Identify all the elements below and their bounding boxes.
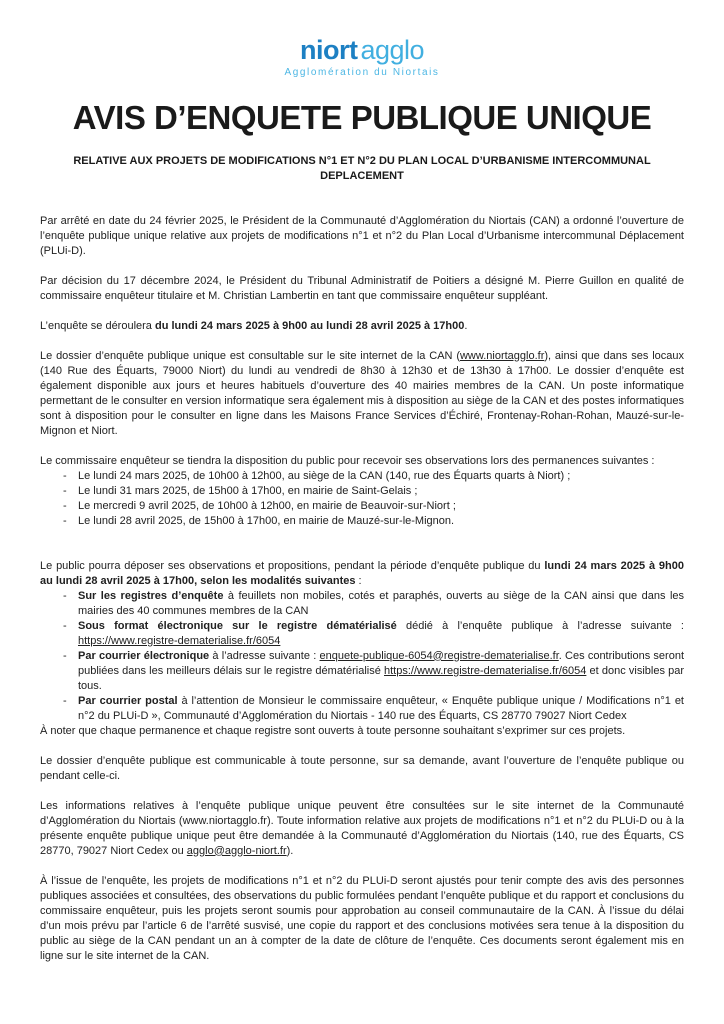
text-run: Les informations relatives à l’enquête publique unique peuvent être consultées sur le site internet de la Communauté d’Agglomération du Niortais (www.niortagglo.fr). Toute information relative aux projets de modifications n°1 et n°2 du PLUi-D ou à la présente enquête publique unique peut être demandée à la Communauté d’Agglomération du Niortais (140, rue des Équarts, CS 28770, 79027 Niort Cedex ou [40,799,684,857]
link[interactable]: enquete-publique-6054@registre-dematerialise.fr [319,649,559,662]
text-run: et donc visibles par tous. [78,664,684,692]
subtitle-line2: DEPLACEMENT [320,169,404,182]
niortagglo-logo [40,36,684,78]
text-run: Le dossier d’enquête publique est communicable à toute personne, sur sa demande, avant l’ouverture de l’enquête publique ou pendant celle-ci. [40,754,684,782]
permanences-list [40,469,684,529]
header [40,36,684,184]
text-run: Par décision du 17 décembre 2024, le Président du Tribunal Administratif de Poitiers a désigné M. Pierre Guillon en qualité de commissaire enquêteur titulaire et M. Christian Lambertin en tant que commissaire enquêteur suppléant. [40,274,684,302]
text-run: à feuillets non mobiles, cotés et paraphés, ouverts au siège de la CAN ainsi que dans les mairies des 40 communes membres de la CAN [78,589,685,617]
dossier-communicable-paragraph [40,754,684,784]
enquete-dates-paragraph [40,319,684,334]
document-subtitle [40,154,684,184]
text-run: Par arrêté en date du 24 février 2025, le Président de la Communauté d’Agglomération du Niortais (CAN) a ordonné l’ouverture de l’enquête publique unique relative aux projets de modifications n°1 et n°2 du Plan Local d’Urbanisme intercommunal Déplacement (PLUi-D). [40,214,684,257]
informations-paragraph [40,799,684,859]
link[interactable]: agglo@agglo-niort.fr [186,844,287,857]
link[interactable]: www.niortagglo.fr [459,349,545,362]
list-item [40,589,684,619]
text-run: Le public pourra déposer ses observations et propositions, pendant la période d’enquête publique du [40,559,545,572]
text-run: Le lundi 28 avril 2025, de 15h00 à 17h00, en mairie de Mauzé-sur-le-Mignon. [78,514,455,527]
text-run: ), ainsi que dans ses locaux (140 Rue des Équarts, 79000 Niort) du lundi au vendredi de 8h30 à 12h30 et de 13h30 à 17h00. Le dossier d’enquête est également disponible aux jours et heures habituels d’ouverture des 40 mairies membres de la CAN. Un poste informatique permettant de le consulter en version informatique sera également mis à disposition au siège de la CAN et des postes informatiques sont à disposition pour le consulter en ligne dans les Maisons France Services d’Échiré, Frontenay-Rohan-Rohan, Mauzé-sur-le-Mignon et Niort. [40,349,684,437]
text-run: lundi 24 mars 2025 à 9h00 au lundi 28 avril 2025 à 17h00, selon les modalités suivantes [40,559,684,587]
list-item [40,484,684,499]
modalites-list [40,589,684,724]
text-run: Le commissaire enquêteur se tiendra la disposition du public pour recevoir ses observations lors des permanences suivantes : [40,454,655,467]
tribunal-designation-paragraph [40,274,684,304]
list-item [40,514,684,529]
text-run: Sous format électronique sur le registre dématérialisé [78,619,397,632]
text-run: : [355,574,362,587]
logo-tagline: Agglomération du Niortais [284,67,440,79]
link[interactable]: https://www.registre-dematerialise.fr/6054 [78,634,281,647]
text-run: à l’adresse suivante : [209,649,320,662]
list-item [40,649,684,694]
text-run: À noter que chaque permanence et chaque registre sont ouverts à toute personne souhaitant s’exprimer sur ces projets. [40,724,626,737]
text-run: . Ces contributions seront publiées dans les meilleurs délais sur le registre dématérialisé [78,649,684,677]
text-run: Par courrier postal [78,694,178,707]
list-item [40,469,684,484]
link[interactable]: https://www.registre-dematerialise.fr/6054 [384,664,587,677]
logo-agglo: agglo [360,35,425,65]
logo-niort: niort [299,35,358,65]
list-item [40,694,684,724]
text-run: À l’issue de l’enquête, les projets de modifications n°1 et n°2 du PLUi-D seront ajustés pour tenir compte des avis des personnes publiques associées et consultées, des observations du public formulées pendant l’enquête publique et du rapport et conclusions du commissaire enquêteur, puis les projets seront soumis pour approbation au conseil communautaire de la CAN. À l’issue du délai d’un mois prévu par l’article 6 de l’arrêté susvisé, une copie du rapport et des conclusions motivées sera tenue à la disposition du public au siège de la CAN pendant un an à compter de la date de clôture de l’enquête. Ces documents seront également mis en ligne sur le site internet de la CAN. [40,874,684,962]
text-run: Le lundi 31 mars 2025, de 15h00 à 17h00, en mairie de Saint-Gelais ; [78,484,418,497]
issue-enquete-paragraph [40,874,684,964]
text-run: Sur les registres d’enquête [78,589,224,602]
text-run: Le lundi 24 mars 2025, de 10h00 à 12h00, au siège de la CAN (140, rue des Équarts quarts à Niort) ; [78,469,571,482]
logo-wordmark [40,36,684,64]
observations-intro-paragraph [40,559,684,589]
text-run: Le dossier d’enquête publique unique est consultable sur le site internet de la CAN ( [40,349,460,362]
text-run: . [464,319,468,332]
text-run: du lundi 24 mars 2025 à 9h00 au lundi 28 avril 2025 à 17h00 [154,319,465,332]
permanences-intro-paragraph [40,454,684,469]
dossier-consultation-paragraph [40,349,684,439]
text-run: à l’attention de Monsieur le commissaire enquêteur, « Enquête publique unique / Modifications n°1 et n°2 du PLUi-D », Communauté d’Agglomération du Niortais - 140 rue des Équarts, CS 28770 79027 Niort Cedex [78,694,684,722]
text-run: dédié à l’enquête publique à l’adresse suivante : [396,619,684,632]
text-run: ). [286,844,294,857]
list-item [40,619,684,649]
text-run: Par courrier électronique [78,649,210,662]
a-noter-paragraph [40,724,684,739]
document-body [40,214,684,964]
intro-arrete-paragraph [40,214,684,259]
text-run: Le mercredi 9 avril 2025, de 10h00 à 12h00, en mairie de Beauvoir-sur-Niort ; [78,499,456,512]
subtitle-line1: RELATIVE AUX PROJETS DE MODIFICATIONS N°1 ET N°2 DU PLAN LOCAL D’URBANISME INTERCOMMUNAL [73,154,651,167]
list-item [40,499,684,514]
document-title: AVIS D’ENQUETE PUBLIQUE UNIQUE [72,99,652,137]
text-run: L’enquête se déroulera [40,319,155,332]
